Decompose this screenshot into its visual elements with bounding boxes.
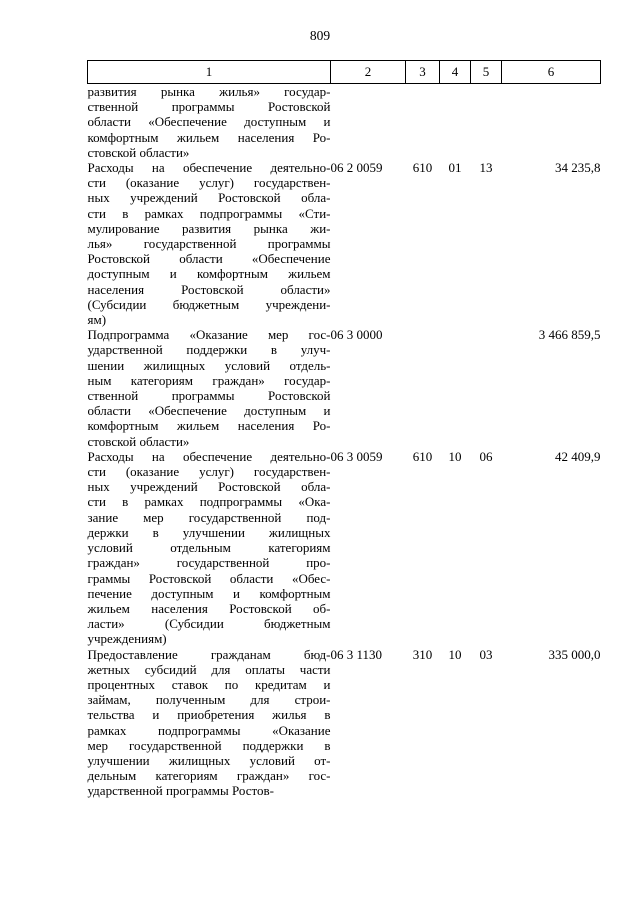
description-line: процентных ставок по кредитам и bbox=[87, 676, 331, 692]
table-body bbox=[88, 84, 601, 799]
description-line: ударственной поддержки в улуч- bbox=[87, 342, 331, 358]
description-line: Расходы на обеспечение деятельно- bbox=[87, 448, 331, 464]
table-row bbox=[88, 449, 601, 647]
description-line: займам, полученным для строи- bbox=[87, 692, 331, 708]
row-target-code: 06 2 0059 bbox=[330, 160, 383, 176]
header-row bbox=[88, 61, 601, 84]
row-subsection bbox=[471, 84, 502, 161]
description-line: граммы Ростовской области «Обес- bbox=[87, 570, 331, 586]
row-description bbox=[88, 449, 331, 647]
description-line: развития рынка жилья» государ- bbox=[87, 84, 331, 99]
header-col-6: 6 bbox=[502, 61, 601, 84]
description-line: зание мер государственной под- bbox=[87, 509, 331, 525]
row-expense-type: 310 bbox=[412, 646, 433, 662]
description-line: Подпрограмма «Оказание мер гос- bbox=[87, 327, 331, 343]
row-target-code: 06 3 1130 bbox=[330, 646, 383, 662]
description-line: комфортным жильем населения Ро- bbox=[87, 418, 331, 434]
description-line: сти в рамках подпрограммы «Сти- bbox=[87, 205, 331, 221]
description-line: ных учреждений Ростовской обла- bbox=[87, 190, 331, 206]
row-subsection: 06 bbox=[479, 448, 493, 464]
description-line: тельства и приобретения жилья в bbox=[87, 707, 331, 723]
description-line: населения Ростовской области» bbox=[87, 281, 331, 297]
description-line: жетных субсидий для оплаты части bbox=[87, 661, 331, 677]
description-line: Ростовской области «Обеспечение bbox=[87, 251, 331, 267]
description-line: доступным и комфортным жильем bbox=[87, 266, 331, 282]
description-line: мер государственной поддержки в bbox=[87, 737, 331, 753]
description-line: ям) bbox=[87, 312, 107, 328]
description-line: ственной программы Ростовской bbox=[87, 99, 331, 115]
description-line: Предоставление гражданам бюд- bbox=[87, 646, 331, 662]
description-line: улучшении жилищных условий от- bbox=[87, 752, 331, 768]
budget-table bbox=[87, 60, 601, 799]
description-line: ударственной программы Ростов- bbox=[87, 783, 274, 799]
description-line: граждан» государственной про- bbox=[87, 555, 331, 571]
description-line: держки в улучшении жилищных bbox=[87, 524, 331, 540]
row-amount: 335 000,0 bbox=[548, 646, 601, 662]
row-amount: 42 409,9 bbox=[555, 448, 601, 464]
description-line: комфортным жильем населения Ро- bbox=[87, 129, 331, 145]
row-description bbox=[88, 84, 331, 161]
row-target-code bbox=[331, 84, 406, 161]
header-col-3: 3 bbox=[406, 61, 440, 84]
row-amount bbox=[502, 84, 601, 161]
description-line: ласти» (Субсидии бюджетным bbox=[87, 616, 331, 632]
row-target-code: 06 3 0059 bbox=[330, 448, 383, 464]
header-col-5: 5 bbox=[471, 61, 502, 84]
header-col-4: 4 bbox=[440, 61, 471, 84]
description-line: Расходы на обеспечение деятельно- bbox=[87, 160, 331, 176]
row-section bbox=[440, 84, 471, 161]
page-number: 809 bbox=[309, 28, 331, 43]
row-description bbox=[88, 647, 331, 799]
description-line: сти (оказание услуг) государствен- bbox=[87, 464, 331, 480]
description-line: области «Обеспечение доступным и bbox=[87, 403, 331, 419]
header-col-2: 2 bbox=[331, 61, 406, 84]
description-line: сти в рамках подпрограммы «Ока- bbox=[87, 494, 331, 510]
header-col-1: 1 bbox=[88, 61, 331, 84]
description-line: жильем населения Ростовской об- bbox=[87, 600, 331, 616]
description-line: ным категориям граждан» государ- bbox=[87, 372, 331, 388]
description-line: сти (оказание услуг) государствен- bbox=[87, 175, 331, 191]
row-amount: 34 235,8 bbox=[555, 160, 601, 176]
description-line: ственной программы Ростовской bbox=[87, 388, 331, 404]
description-line: (Субсидии бюджетным учреждени- bbox=[87, 296, 331, 312]
description-line: учреждениям) bbox=[87, 631, 167, 647]
description-line: стовской области» bbox=[87, 144, 190, 160]
description-line: печение доступным и комфортным bbox=[87, 585, 331, 601]
description-line: мулирование развития рынка жи- bbox=[87, 220, 331, 236]
table-row bbox=[88, 327, 601, 449]
description-line: ных учреждений Ростовской обла- bbox=[87, 479, 331, 495]
row-subsection: 03 bbox=[479, 646, 493, 662]
description-line: рамках подпрограммы «Оказание bbox=[87, 722, 331, 738]
row-section: 10 bbox=[448, 448, 462, 464]
row-description bbox=[88, 327, 331, 449]
row-description bbox=[88, 160, 331, 327]
description-line: стовской области» bbox=[87, 433, 190, 449]
description-line: дельным категориям граждан» гос- bbox=[87, 768, 331, 784]
row-target-code: 06 3 0000 bbox=[330, 327, 383, 343]
row-section: 10 bbox=[448, 646, 462, 662]
row-expense-type: 610 bbox=[412, 160, 433, 176]
table-header bbox=[88, 61, 601, 84]
description-line: шении жилищных условий отдель- bbox=[87, 357, 331, 373]
row-expense-type bbox=[406, 327, 440, 449]
row-section bbox=[440, 327, 471, 449]
table-row bbox=[88, 160, 601, 327]
row-amount: 3 466 859,5 bbox=[538, 327, 601, 343]
description-line: области «Обеспечение доступным и bbox=[87, 114, 331, 130]
description-line: лья» государственной программы bbox=[87, 236, 331, 252]
table-row bbox=[88, 84, 601, 161]
row-subsection bbox=[471, 327, 502, 449]
row-expense-type: 610 bbox=[412, 448, 433, 464]
row-subsection: 13 bbox=[479, 160, 493, 176]
row-section: 01 bbox=[448, 160, 462, 176]
table-row bbox=[88, 647, 601, 799]
row-expense-type bbox=[406, 84, 440, 161]
description-line: условий отдельным категориям bbox=[87, 540, 331, 556]
